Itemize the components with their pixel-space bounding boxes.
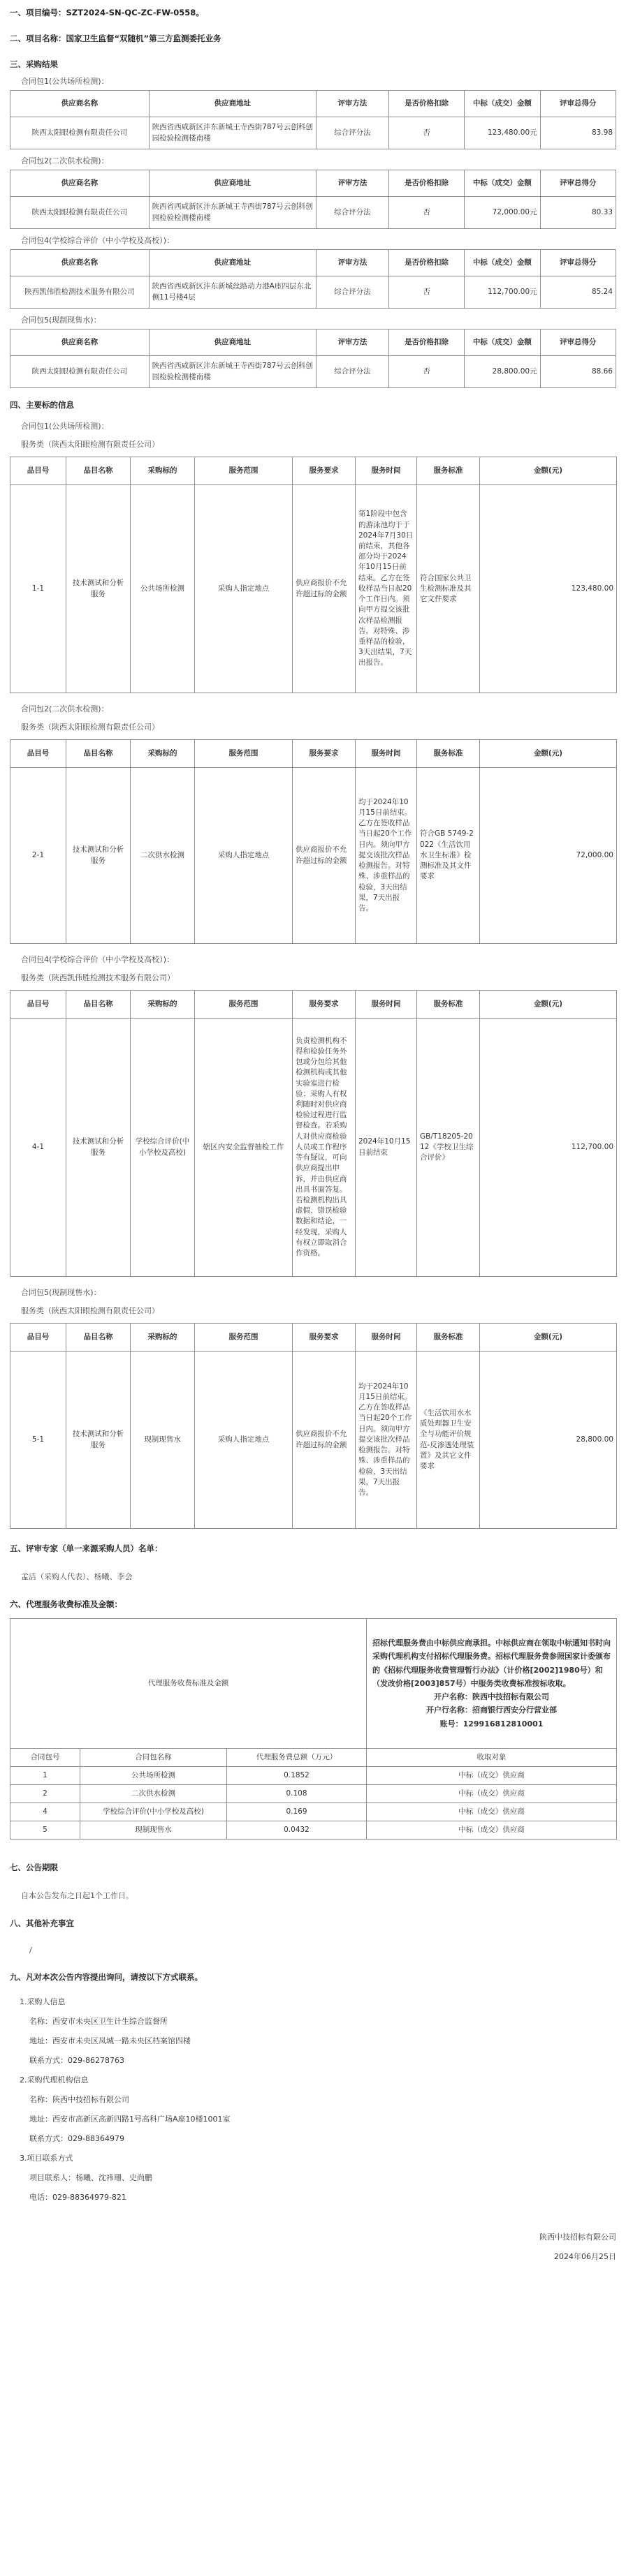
table-row bbox=[10, 1803, 617, 1821]
bid-amount: 72,000.00元 bbox=[465, 197, 540, 229]
supplier-name: 陕西太阳眼检测有限责任公司 bbox=[10, 117, 150, 149]
item-name: 技术测试和分析服务 bbox=[66, 1352, 131, 1529]
header-amount: 金额(元) bbox=[480, 991, 617, 1019]
price-deduction: 否 bbox=[388, 197, 464, 229]
item-time: 均于2024年10月15日前结束。乙方在签收样品当日起20个工作日内。须向甲方提交该批次样品检测报告。对特殊、涉重样品的检验，3天出结果，7天出报告。 bbox=[356, 1352, 417, 1529]
header-target: 采购标的 bbox=[131, 991, 195, 1019]
project-name: 二、项目名称：国家卫生监督“双随机”第三方监测委托业务 bbox=[10, 34, 221, 43]
purchaser-heading: 1.采购人信息 bbox=[20, 1997, 66, 2006]
header-target: 采购标的 bbox=[131, 740, 195, 768]
item-target: 学校综合评价(中小学校及高校) bbox=[131, 1019, 195, 1277]
footer-date: 2024年06月25日 bbox=[554, 2252, 616, 2261]
item-requirement: 供应商报价不允许超过标的金额 bbox=[293, 1352, 356, 1529]
agency-heading: 2.采购代理机构信息 bbox=[20, 2075, 89, 2085]
pack-no: 2 bbox=[10, 1785, 80, 1803]
eval-method: 综合评分法 bbox=[316, 197, 389, 229]
item-time: 2024年10月15日前结束 bbox=[356, 1019, 417, 1277]
price-deduction: 否 bbox=[388, 356, 464, 388]
s4-pack4-caption: 合同包4(学校综合评价（中小学校及高校）)： bbox=[21, 955, 175, 964]
total-score: 85.24 bbox=[540, 276, 616, 309]
table-row bbox=[10, 1821, 617, 1840]
table-row bbox=[10, 117, 616, 149]
pack-name: 二次供水检测 bbox=[80, 1785, 227, 1803]
header-scope: 服务范围 bbox=[195, 457, 293, 485]
s4-pack1-provider: 服务类（陕西太阳眼检测有限责任公司） bbox=[21, 440, 159, 449]
header-pack-no: 合同包号 bbox=[10, 1749, 80, 1767]
header-amount: 中标（成交）金额 bbox=[465, 330, 540, 356]
header-time: 服务时间 bbox=[356, 991, 417, 1019]
item-time: 第1阶段中包含的游泳池均于于2024年7月30日前结束，其他各部分均于2024年10月15日前结束。乙方在签收样品当日起20个工作日内。须向甲方提交该批次样品检测报告。对特殊、涉重样品的检验，3天出结果，7天出报告。 bbox=[356, 485, 417, 693]
pack-payer: 中标（成交）供应商 bbox=[367, 1767, 617, 1785]
header-method: 评审方法 bbox=[316, 170, 389, 197]
item-amount: 112,700.00 bbox=[480, 1019, 617, 1277]
header-supplier: 供应商名称 bbox=[10, 170, 150, 197]
s3-pack5-caption: 合同包5(现制现售水)： bbox=[21, 316, 101, 325]
notice-period-text: 自本公告发布之日起1个工作日。 bbox=[21, 1891, 133, 1900]
header-time: 服务时间 bbox=[356, 1324, 417, 1352]
table-row bbox=[10, 485, 617, 693]
supplier-address: 陕西省西咸新区沣东新城王寺西街787号云创科创园检验检测楼南楼 bbox=[149, 356, 316, 388]
item-name: 技术测试和分析服务 bbox=[66, 768, 131, 944]
contact-info bbox=[10, 1992, 616, 2207]
item-amount: 72,000.00 bbox=[480, 768, 617, 944]
header-item-no: 品目号 bbox=[10, 457, 66, 485]
item-target: 公共场所检测 bbox=[131, 485, 195, 693]
header-deduction: 是否价格扣除 bbox=[388, 250, 464, 276]
item-amount: 123,480.00 bbox=[480, 485, 617, 693]
pack-no: 5 bbox=[10, 1821, 80, 1840]
item-target: 现制现售水 bbox=[131, 1352, 195, 1529]
expert-names: 孟洁（采购人代表）、杨曦、李会 bbox=[21, 1572, 133, 1581]
table-row bbox=[10, 1019, 617, 1277]
header-supplier: 供应商名称 bbox=[10, 91, 150, 117]
eval-method: 综合评分法 bbox=[316, 117, 389, 149]
table-row bbox=[10, 1785, 617, 1803]
pack-name: 学校综合评价(中小学校及高校) bbox=[80, 1803, 227, 1821]
header-item-name: 品目名称 bbox=[66, 991, 131, 1019]
section-4-title: 四、主要标的信息 bbox=[10, 400, 74, 410]
item-requirement: 负责检测机构不得和检验任务外包或分包给其他检测机构或其他实验室进行检验；采购人有权利随时对供应商检验过程进行监督检查。若采购人对供应商检验人员或工作程序等有疑议，可向供应商提出申诉，并由供应商出具书面答复。若检测机构出具虚假、错误检验数据和结论，一经发现，采购人有权立即取消合作资格。 bbox=[293, 1019, 356, 1277]
header-method: 评审方法 bbox=[316, 250, 389, 276]
table-row bbox=[10, 768, 617, 944]
header-method: 评审方法 bbox=[316, 91, 389, 117]
s4-pack5-caption: 合同包5(现制现售水)： bbox=[21, 1288, 101, 1297]
bid-amount: 28,800.00元 bbox=[465, 356, 540, 388]
s4-pack1-table bbox=[10, 457, 617, 693]
header-supplier: 供应商名称 bbox=[10, 330, 150, 356]
item-time: 均于2024年10月15日前结束。乙方在签收样品当日起20个工作日内。须向甲方提交该批次样品检测报告。对特殊、涉重样品的检验，3天出结果，7天出报告。 bbox=[356, 768, 417, 944]
header-scope: 服务范围 bbox=[195, 740, 293, 768]
supplier-name: 陕西太阳眼检测有限责任公司 bbox=[10, 197, 150, 229]
header-requirement: 服务要求 bbox=[293, 740, 356, 768]
table-row bbox=[10, 1767, 617, 1785]
header-deduction: 是否价格扣除 bbox=[388, 170, 464, 197]
header-scope: 服务范围 bbox=[195, 1324, 293, 1352]
fee-standard-text: 招标代理服务费由中标供应商承担。中标供应商在领取中标通知书时向采购代理机构支付招标代理服务费。招标代理服务费参照国家计委颁布的《招标代理服务收费管理暂行办法》（计价格[2002]1980号）和（发改价格[2003]857号）中服务类收费标准按标收取。 bbox=[372, 1638, 611, 1688]
bid-amount: 112,700.00元 bbox=[465, 276, 540, 309]
header-supplier: 供应商名称 bbox=[10, 250, 150, 276]
header-amount: 金额(元) bbox=[480, 1324, 617, 1352]
s3-pack1-caption: 合同包1(公共场所检测)： bbox=[21, 77, 109, 86]
supplier-name: 陕西凯伟胜检测技术服务有限公司 bbox=[10, 276, 150, 309]
supplier-address: 陕西省西咸新区沣东新城王寺西街787号云创科创园检验检测楼南楼 bbox=[149, 117, 316, 149]
header-standard: 服务标准 bbox=[417, 1324, 480, 1352]
s4-pack4-table bbox=[10, 990, 617, 1277]
header-score: 评审总得分 bbox=[540, 91, 616, 117]
section-6-title: 六、代理服务收费标准及金额： bbox=[10, 1599, 122, 1609]
purchaser-address: 地址：西安市未央区凤城一路未央区档案馆四楼 bbox=[29, 2036, 191, 2045]
purchaser-name: 名称：西安市未央区卫生计生综合监督所 bbox=[29, 2017, 168, 2026]
header-requirement: 服务要求 bbox=[293, 1324, 356, 1352]
account-name: 开户名称：陕西中技招标有限公司 bbox=[434, 1692, 549, 1702]
header-amount: 金额(元) bbox=[480, 457, 617, 485]
total-score: 80.33 bbox=[540, 197, 616, 229]
header-scope: 服务范围 bbox=[195, 991, 293, 1019]
header-address: 供应商地址 bbox=[149, 91, 316, 117]
header-amount: 中标（成交）金额 bbox=[465, 170, 540, 197]
header-address: 供应商地址 bbox=[149, 250, 316, 276]
header-address: 供应商地址 bbox=[149, 170, 316, 197]
footer-company: 陕西中技招标有限公司 bbox=[539, 2233, 616, 2242]
account-number: 账号：129916812810001 bbox=[439, 1719, 544, 1729]
header-target: 采购标的 bbox=[131, 457, 195, 485]
pack-fee: 0.0432 bbox=[227, 1821, 367, 1840]
s4-pack5-table bbox=[10, 1323, 617, 1529]
header-target: 采购标的 bbox=[131, 1324, 195, 1352]
supplementary-text: / bbox=[29, 1946, 32, 1955]
pack-fee: 0.169 bbox=[227, 1803, 367, 1821]
supplier-name: 陕西太阳眼检测有限责任公司 bbox=[10, 356, 150, 388]
header-item-name: 品目名称 bbox=[66, 457, 131, 485]
pack-name: 公共场所检测 bbox=[80, 1767, 227, 1785]
item-no: 4-1 bbox=[10, 1019, 66, 1277]
header-time: 服务时间 bbox=[356, 457, 417, 485]
item-scope: 采购人指定地点 bbox=[195, 485, 293, 693]
s4-pack1-caption: 合同包1(公共场所检测)： bbox=[21, 422, 109, 431]
s3-pack2-caption: 合同包2(二次供水检测)： bbox=[21, 156, 109, 165]
s4-pack2-table bbox=[10, 739, 617, 944]
pack-fee: 0.1852 bbox=[227, 1767, 367, 1785]
s4-pack2-provider: 服务类（陕西太阳眼检测有限责任公司） bbox=[21, 723, 159, 732]
pack-name: 现制现售水 bbox=[80, 1821, 227, 1840]
s3-pack5-table bbox=[10, 329, 616, 388]
header-item-no: 品目号 bbox=[10, 1324, 66, 1352]
supplier-address: 陕西省西咸新区沣东新城丝路动力港A座四层东北侧11号楼4层 bbox=[149, 276, 316, 309]
agency-fee-table bbox=[10, 1618, 617, 1840]
section-3-title: 三、采购结果 bbox=[10, 59, 58, 69]
section-8-title: 八、其他补充事宜 bbox=[10, 1918, 74, 1928]
agency-phone: 联系方式：029-88364979 bbox=[29, 2134, 124, 2143]
header-score: 评审总得分 bbox=[540, 170, 616, 197]
item-standard: 符合国家公共卫生检测标准及其它文件要求 bbox=[417, 485, 480, 693]
agency-name: 名称：陕西中技招标有限公司 bbox=[29, 2095, 129, 2104]
table-row bbox=[10, 197, 616, 229]
header-method: 评审方法 bbox=[316, 330, 389, 356]
bid-amount: 123,480.00元 bbox=[465, 117, 540, 149]
bank-name: 开户行名称：招商银行西安分行营业部 bbox=[426, 1705, 557, 1715]
item-scope: 辖区内安全监督抽检工作 bbox=[195, 1019, 293, 1277]
agency-address: 地址：西安市高新区高新四路1号高科广场A座10楼1001室 bbox=[29, 2115, 231, 2124]
s3-pack2-table bbox=[10, 170, 616, 229]
price-deduction: 否 bbox=[388, 117, 464, 149]
item-requirement: 供应商报价不允许超过标的金额 bbox=[293, 768, 356, 944]
s3-pack4-table bbox=[10, 249, 616, 309]
pack-no: 4 bbox=[10, 1803, 80, 1821]
table-row bbox=[10, 356, 616, 388]
pack-payer: 中标（成交）供应商 bbox=[367, 1821, 617, 1840]
item-no: 1-1 bbox=[10, 485, 66, 693]
item-target: 二次供水检测 bbox=[131, 768, 195, 944]
header-item-no: 品目号 bbox=[10, 991, 66, 1019]
item-amount: 28,800.00 bbox=[480, 1352, 617, 1529]
s4-pack4-provider: 服务类（陕西凯伟胜检测技术服务有限公司） bbox=[21, 973, 175, 982]
pack-payer: 中标（成交）供应商 bbox=[367, 1803, 617, 1821]
item-no: 5-1 bbox=[10, 1352, 66, 1529]
project-contact-heading: 3.项目联系方式 bbox=[20, 2154, 73, 2163]
table-row bbox=[10, 1352, 617, 1529]
item-requirement: 供应商报价不允许超过标的金额 bbox=[293, 485, 356, 693]
header-item-no: 品目号 bbox=[10, 740, 66, 768]
item-name: 技术测试和分析服务 bbox=[66, 485, 131, 693]
header-time: 服务时间 bbox=[356, 740, 417, 768]
item-no: 2-1 bbox=[10, 768, 66, 944]
purchaser-phone: 联系方式：029-86278763 bbox=[29, 2056, 124, 2065]
header-payer: 收取对象 bbox=[367, 1749, 617, 1767]
price-deduction: 否 bbox=[388, 276, 464, 309]
total-score: 88.66 bbox=[540, 356, 616, 388]
item-standard: GB/T18205-2012《学校卫生综合评价》 bbox=[417, 1019, 480, 1277]
total-score: 83.98 bbox=[540, 117, 616, 149]
header-pack-name: 合同包名称 bbox=[80, 1749, 227, 1767]
project-contact-phone: 电话：029-88364979-821 bbox=[29, 2193, 126, 2202]
item-standard: 《生活饮用水水质处理器卫生安全与功能评价规范-反渗透处理装置》及其它文件要求 bbox=[417, 1352, 480, 1529]
header-score: 评审总得分 bbox=[540, 250, 616, 276]
s4-pack5-provider: 服务类（陕西太阳眼检测有限责任公司） bbox=[21, 1306, 159, 1315]
header-address: 供应商地址 bbox=[149, 330, 316, 356]
header-requirement: 服务要求 bbox=[293, 991, 356, 1019]
item-scope: 采购人指定地点 bbox=[195, 1352, 293, 1529]
header-amount: 中标（成交）金额 bbox=[465, 91, 540, 117]
section-7-title: 七、公告期限 bbox=[10, 1863, 58, 1872]
header-requirement: 服务要求 bbox=[293, 457, 356, 485]
header-item-name: 品目名称 bbox=[66, 1324, 131, 1352]
item-standard: 符合GB 5749-2022《生活饮用水卫生标准》检测标准及其文件要求 bbox=[417, 768, 480, 944]
section-9-title: 九、凡对本次公告内容提出询问，请按以下方式联系。 bbox=[10, 1972, 203, 1982]
header-standard: 服务标准 bbox=[417, 740, 480, 768]
supplier-address: 陕西省西咸新区沣东新城王寺西街787号云创科创园检验检测楼南楼 bbox=[149, 197, 316, 229]
item-name: 技术测试和分析服务 bbox=[66, 1019, 131, 1277]
eval-method: 综合评分法 bbox=[316, 356, 389, 388]
s4-pack2-caption: 合同包2(二次供水检测)： bbox=[21, 704, 109, 713]
header-score: 评审总得分 bbox=[540, 330, 616, 356]
header-amount: 金额(元) bbox=[480, 740, 617, 768]
header-amount: 中标（成交）金额 bbox=[465, 250, 540, 276]
header-deduction: 是否价格扣除 bbox=[388, 330, 464, 356]
s3-pack4-caption: 合同包4(学校综合评价（中小学校及高校）)： bbox=[21, 236, 175, 245]
pack-no: 1 bbox=[10, 1767, 80, 1785]
header-deduction: 是否价格扣除 bbox=[388, 91, 464, 117]
fee-note bbox=[367, 1619, 617, 1749]
eval-method: 综合评分法 bbox=[316, 276, 389, 309]
header-standard: 服务标准 bbox=[417, 991, 480, 1019]
pack-fee: 0.108 bbox=[227, 1785, 367, 1803]
fee-label: 代理服务收费标准及金额 bbox=[10, 1619, 367, 1749]
header-fee: 代理服务费总额（万元） bbox=[227, 1749, 367, 1767]
project-contact-people: 项目联系人：杨曦、沈祎珊、史尚鹏 bbox=[29, 2173, 152, 2182]
header-standard: 服务标准 bbox=[417, 457, 480, 485]
pack-payer: 中标（成交）供应商 bbox=[367, 1785, 617, 1803]
section-5-title: 五、评审专家（单一来源采购人员）名单： bbox=[10, 1544, 163, 1553]
project-number: 一、项目编号：SZT2024-SN-QC-ZC-FW-0558。 bbox=[10, 8, 204, 17]
header-item-name: 品目名称 bbox=[66, 740, 131, 768]
table-row bbox=[10, 276, 616, 309]
s3-pack1-table bbox=[10, 90, 616, 149]
item-scope: 采购人指定地点 bbox=[195, 768, 293, 944]
